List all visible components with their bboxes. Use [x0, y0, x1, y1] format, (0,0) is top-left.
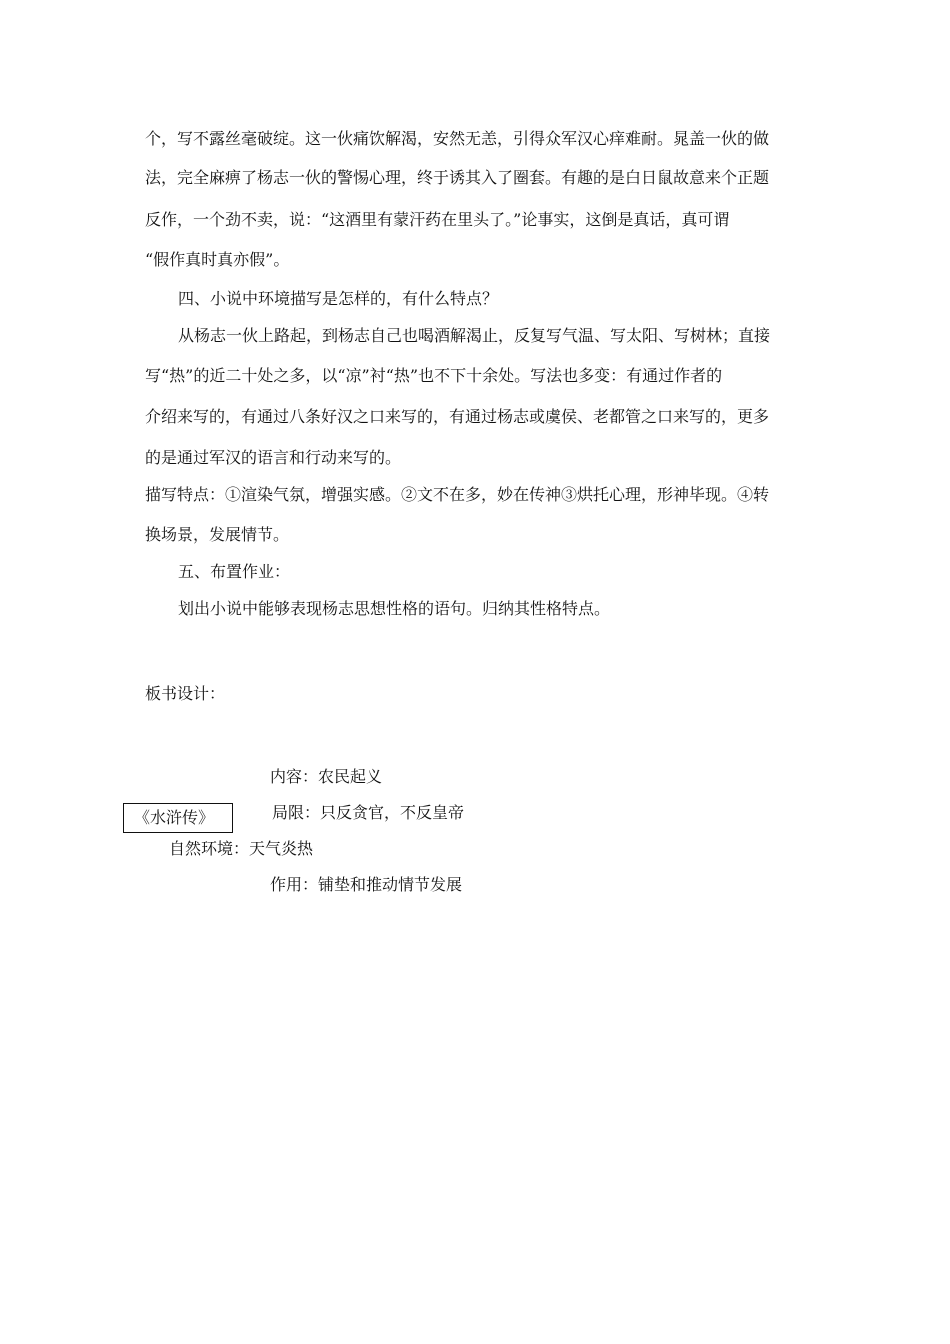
- board-environment: 自然环境：天气炎热: [169, 839, 314, 858]
- features-line: 描写特点：①渲染气氛，增强实感。②文不在多，妙在传神③烘托心理，形神毕现。④转: [145, 485, 770, 504]
- paragraph-line: 的是通过军汉的语言和行动来写的。: [145, 448, 402, 467]
- features-line: 换场景，发展情节。: [145, 525, 290, 544]
- paragraph-line: 法，完全麻痹了杨志一伙的警惕心理，终于诱其入了圈套。有趣的是白日鼠故意来个正题: [145, 168, 770, 187]
- homework-text: 划出小说中能够表现杨志思想性格的语句。归纳其性格特点。: [178, 599, 611, 618]
- paragraph-line: “假作真时真亦假”。: [145, 250, 290, 269]
- board-content: 内容：农民起义: [270, 767, 383, 786]
- board-design-title: 板书设计：: [145, 684, 226, 703]
- section-heading-homework: 五、布置作业：: [178, 562, 291, 581]
- paragraph-line: 介绍来写的，有通过八条好汉之口来写的，有通过杨志或虞侯、老都管之口来写的，更多: [145, 407, 770, 426]
- paragraph-line: 从杨志一伙上路起，到杨志自己也喝酒解渴止，反复写气温、写太阳、写树林；直接: [178, 326, 771, 345]
- paragraph-line: 个，写不露丝毫破绽。这一伙痛饮解渴，安然无恙，引得众军汉心痒难耐。晁盖一伙的做: [145, 129, 770, 148]
- paragraph-line: 写“热”的近二十处之多，以“凉”衬“热”也不下十余处。写法也多变：有通过作者的: [145, 366, 723, 385]
- board-limitation: 局限：只反贪官，不反皇帝: [272, 803, 465, 822]
- section-heading-environment: 四、小说中环境描写是怎样的，有什么特点？: [178, 289, 499, 308]
- paragraph-line: 反作，一个劲不卖，说：“这酒里有蒙汗药在里头了。”论事实，这倒是真话，真可谓: [145, 210, 730, 229]
- book-title-box: [123, 803, 233, 833]
- board-effect: 作用：铺垫和推动情节发展: [270, 875, 463, 894]
- book-title: 《水浒传》: [134, 808, 215, 827]
